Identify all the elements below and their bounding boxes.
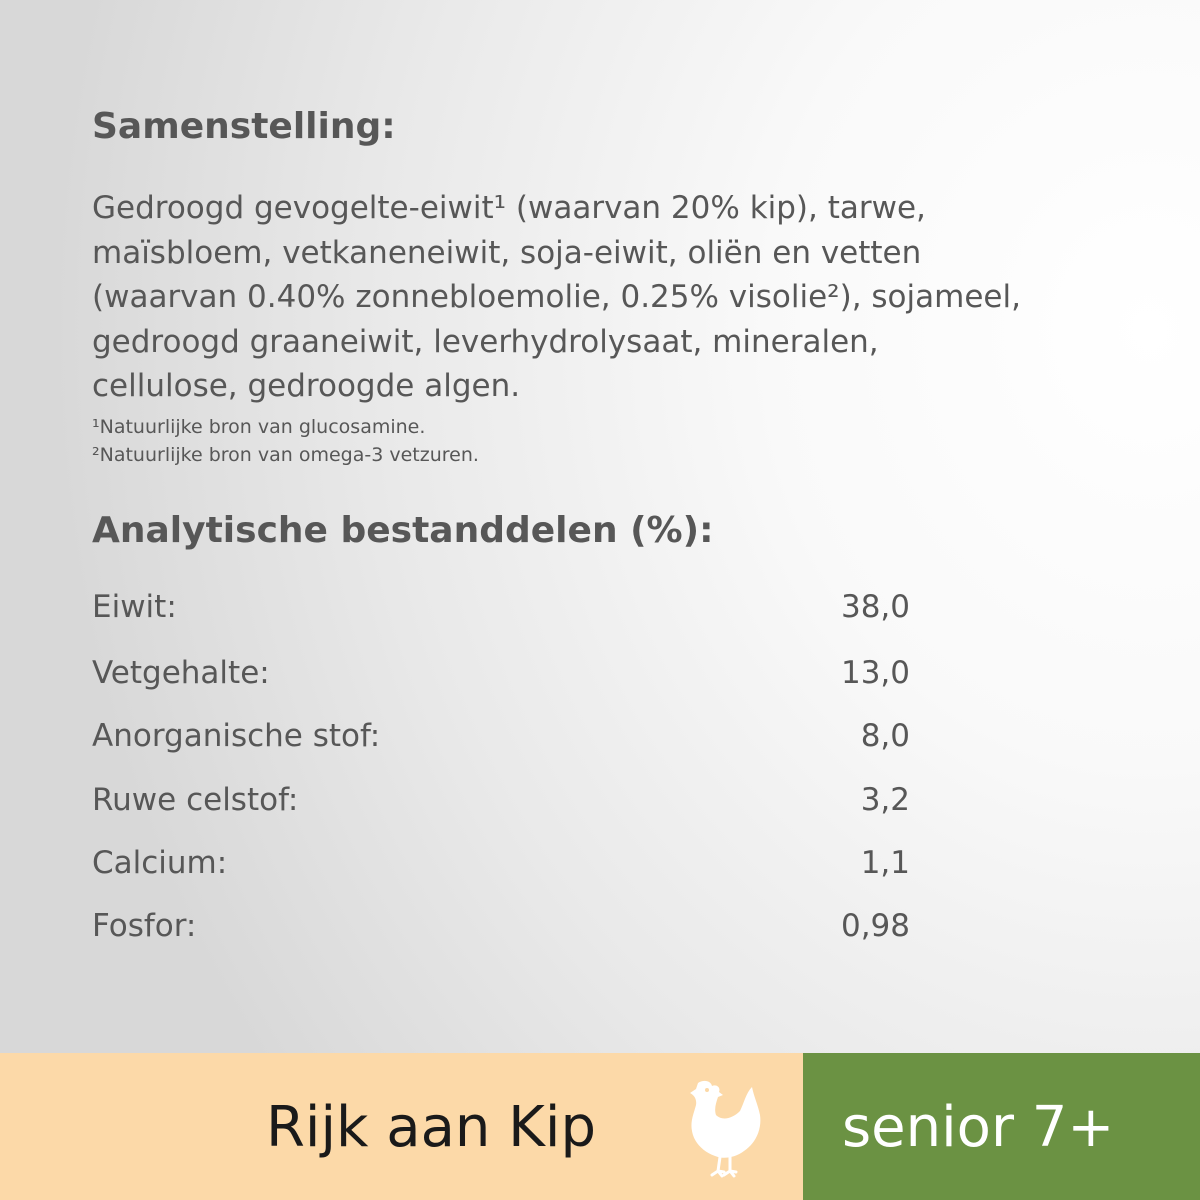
footnote: ²Natuurlijke bron van omega-3 vetzuren. — [92, 444, 479, 466]
composition-text — [92, 186, 1152, 409]
analytics-value: 13,0 — [840, 655, 910, 691]
footnotes — [92, 413, 479, 469]
analytics-value: 1,1 — [860, 845, 910, 881]
analytics-value: 8,0 — [860, 718, 910, 754]
analytics-row-fibre — [92, 780, 910, 820]
claim-panel — [0, 1053, 803, 1200]
analytics-label: Vetgehalte: — [92, 655, 270, 691]
analytics-heading: Analytische bestanddelen (%): — [92, 510, 714, 551]
analytics-value: 0,98 — [840, 908, 910, 944]
senior-age-label: senior 7+ — [842, 1095, 1115, 1160]
composition-line: Gedroogd gevogelte-eiwit¹ (waarvan 20% kip), tarwe, — [92, 190, 926, 226]
composition-heading: Samenstelling: — [92, 106, 396, 147]
analytics-value: 3,2 — [860, 782, 910, 818]
analytics-label: Calcium: — [92, 845, 228, 881]
chicken-icon — [674, 1077, 768, 1181]
product-footer-banner — [0, 1053, 1200, 1200]
composition-line: gedroogd graaneiwit, leverhydrolysaat, mineralen, — [92, 323, 879, 360]
analytics-label: Ruwe celstof: — [92, 782, 299, 818]
analytics-label: Fosfor: — [92, 908, 197, 944]
analytics-label: Eiwit: — [92, 589, 177, 625]
analytics-row-fat — [92, 653, 910, 693]
analytics-row-calcium — [92, 843, 910, 883]
composition-line: (waarvan 0.40% zonnebloemolie, 0.25% visolie²), sojameel, — [92, 279, 1021, 315]
composition-line: cellulose, gedroogde algen. — [92, 368, 521, 404]
analytics-label: Anorganische stof: — [92, 718, 381, 754]
analytics-row-ash — [92, 716, 910, 756]
analytics-value: 38,0 — [840, 589, 910, 625]
composition-line: maïsbloem, vetkaneneiwit, soja-eiwit, oliën en vetten — [92, 234, 922, 271]
footnote: ¹Natuurlijke bron van glucosamine. — [92, 416, 426, 438]
analytics-row-protein — [92, 587, 910, 627]
analytics-row-phosphorus — [92, 906, 910, 946]
rich-in-chicken-claim: Rijk aan Kip — [266, 1095, 597, 1160]
